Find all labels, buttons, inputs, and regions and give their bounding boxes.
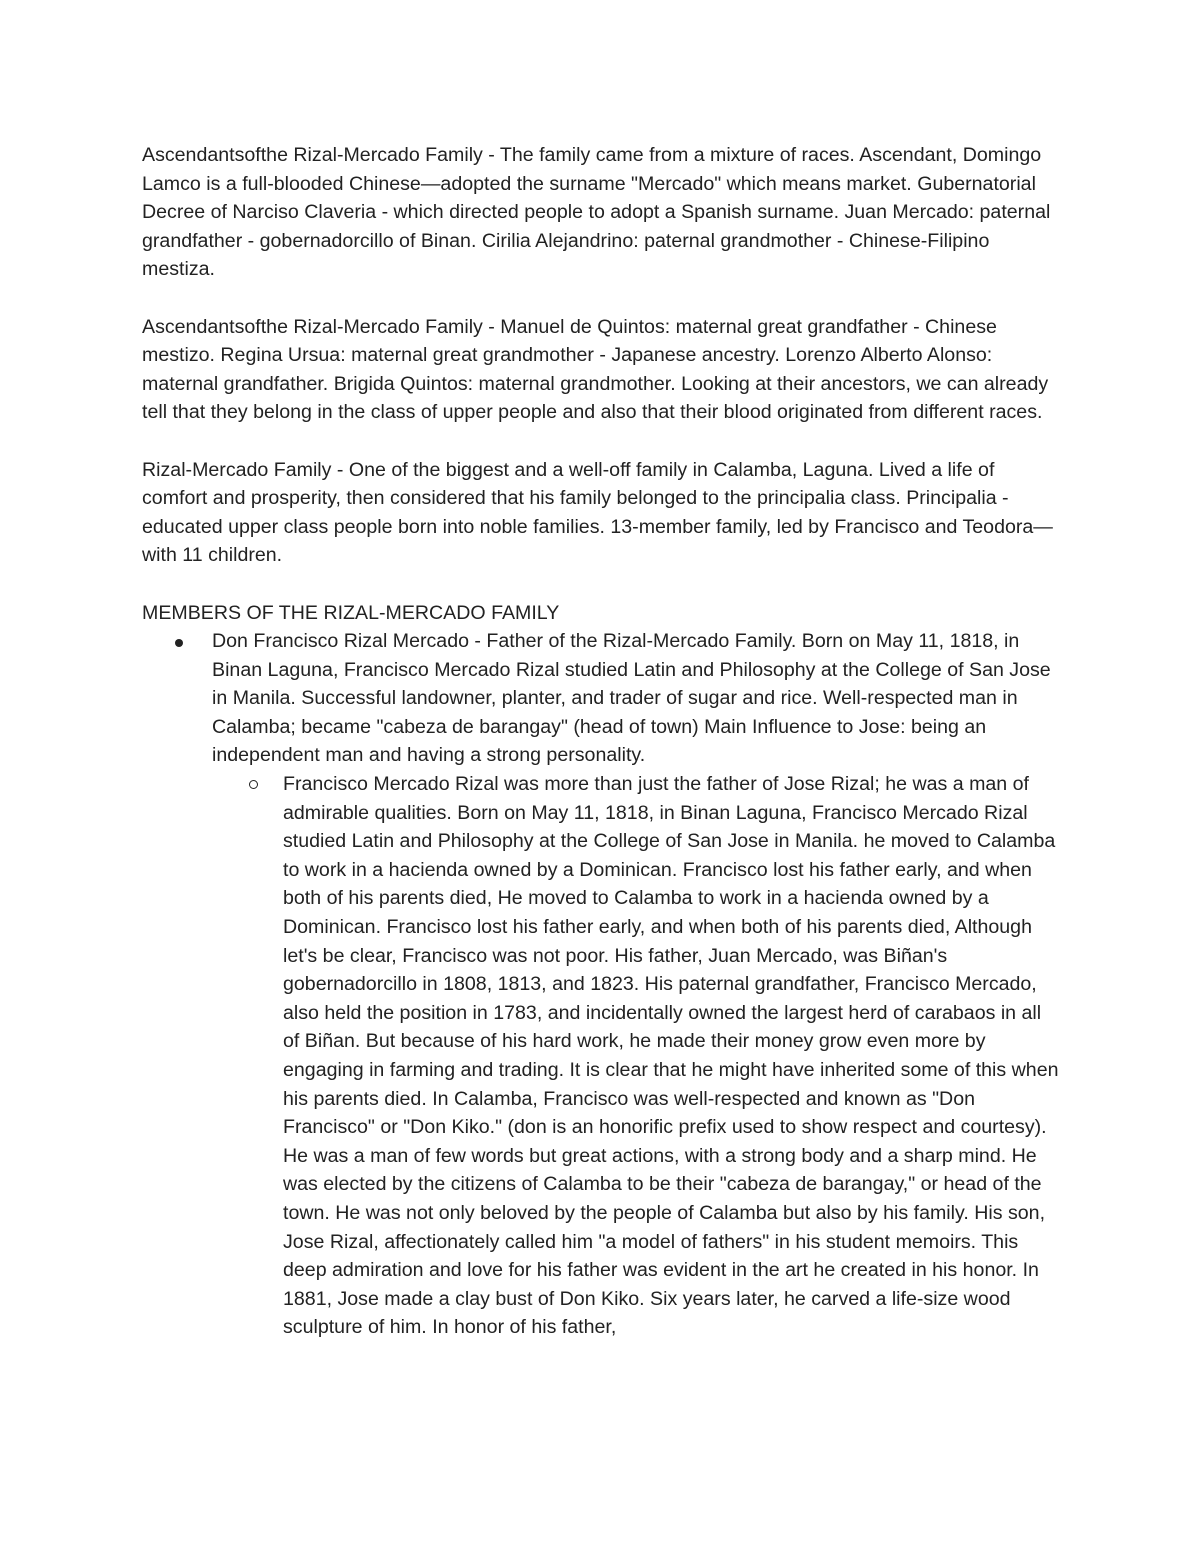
paragraph-spacer [142, 284, 1062, 313]
filled-bullet-icon [175, 639, 183, 647]
paragraph-spacer [142, 427, 1062, 456]
paragraph-spacer [142, 570, 1062, 599]
paragraph-maternal-ascendants: Ascendantsofthe Rizal-Mercado Family - Manuel de Quintos: maternal great grandfather - Chinese mestizo. Regina Ursua: maternal great grandmother - Japanese ancestry. Lorenzo Alberto Alonso: maternal grandfather. Brigida Quintos: maternal grandmother. Looking at their ancestors, we can already tell that they belong in the class of upper people and also that their blood originated from different races. [142, 315, 1049, 424]
sub-list [212, 770, 1062, 1342]
paragraph-family-overview: Rizal-Mercado Family - One of the biggest and a well-off family in Calamba, Laguna. Lived a life of comfort and prosperity, then considered that his family belonged to the principalia class. Principalia - educated upper class people born into noble families. 13-member family, led by Francisco and Teodora—with 11 children. [142, 458, 1053, 567]
list-item-francisco [142, 627, 1062, 1342]
list-item-text: Don Francisco Rizal Mercado - Father of the Rizal-Mercado Family. Born on May 11, 1818, in Binan Laguna, Francisco Mercado Rizal studied Latin and Philosophy at the College of San Jose in Manila. Successful landowner, planter, and trader of sugar and rice. Well-respected man in Calamba; became "cabeza de barangay" (head of town) Main Influence to Jose: being an independent man and having a strong personality. [212, 630, 1051, 767]
paragraph-paternal-ascendants: Ascendantsofthe Rizal-Mercado Family - The family came from a mixture of races. Ascendant, Domingo Lamco is a full-blooded Chinese—adopted the surname "Mercado" which means market. Gubernatorial Decree of Narciso Claveria - which directed people to adopt a Spanish surname. Juan Mercado: paternal grandfather - gobernadorcillo of Binan. Cirilia Alejandrino: paternal grandmother - Chinese-Filipino mestiza. [142, 144, 1051, 281]
sub-list-item-francisco-details [212, 770, 1062, 1342]
members-list [142, 627, 1062, 1342]
document-page [142, 141, 1062, 1342]
members-heading: MEMBERS OF THE RIZAL-MERCADO FAMILY [142, 601, 560, 624]
sub-list-item-text: Francisco Mercado Rizal was more than just the father of Jose Rizal; he was a man of admirable qualities. Born on May 11, 1818, in Binan Laguna, Francisco Mercado Rizal studied Latin and Philosophy at the College of San Jose in Manila. he moved to Calamba to work in a hacienda owned by a Dominican. Francisco lost his father early, and when both of his parents died, He moved to Calamba to work in a hacienda owned by a Dominican. Francisco lost his father early, and when both of his parents died, Although let's be clear, Francisco was not poor. His father, Juan Mercado, was Biñan's gobernadorcillo in 1808, 1813, and 1823. His paternal grandfather, Francisco Mercado, also held the position in 1783, and incidentally owned the largest herd of carabaos in all of Biñan. But because of his hard work, he made their money grow even more by engaging in farming and trading. It is clear that he might have inherited some of this when his parents died. In Calamba, Francisco was well-respected and known as "Don Francisco" or "Don Kiko." (don is an honorific prefix used to show respect and courtesy). He was a man of few words but great actions, with a strong body and a sharp mind. He was elected by the citizens of Calamba to be their "cabeza de barangay," or head of the town. He was not only beloved by the people of Calamba but also by his family. His son, Jose Rizal, affectionately called him "a model of fathers" in his student memoirs. This deep admiration and love for his father was evident in the art he created in his honor. In 1881, Jose made a clay bust of Don Kiko. Six years later, he carved a life-size wood sculpture of him. In honor of his father, [283, 773, 1059, 1339]
hollow-bullet-icon [249, 780, 258, 789]
